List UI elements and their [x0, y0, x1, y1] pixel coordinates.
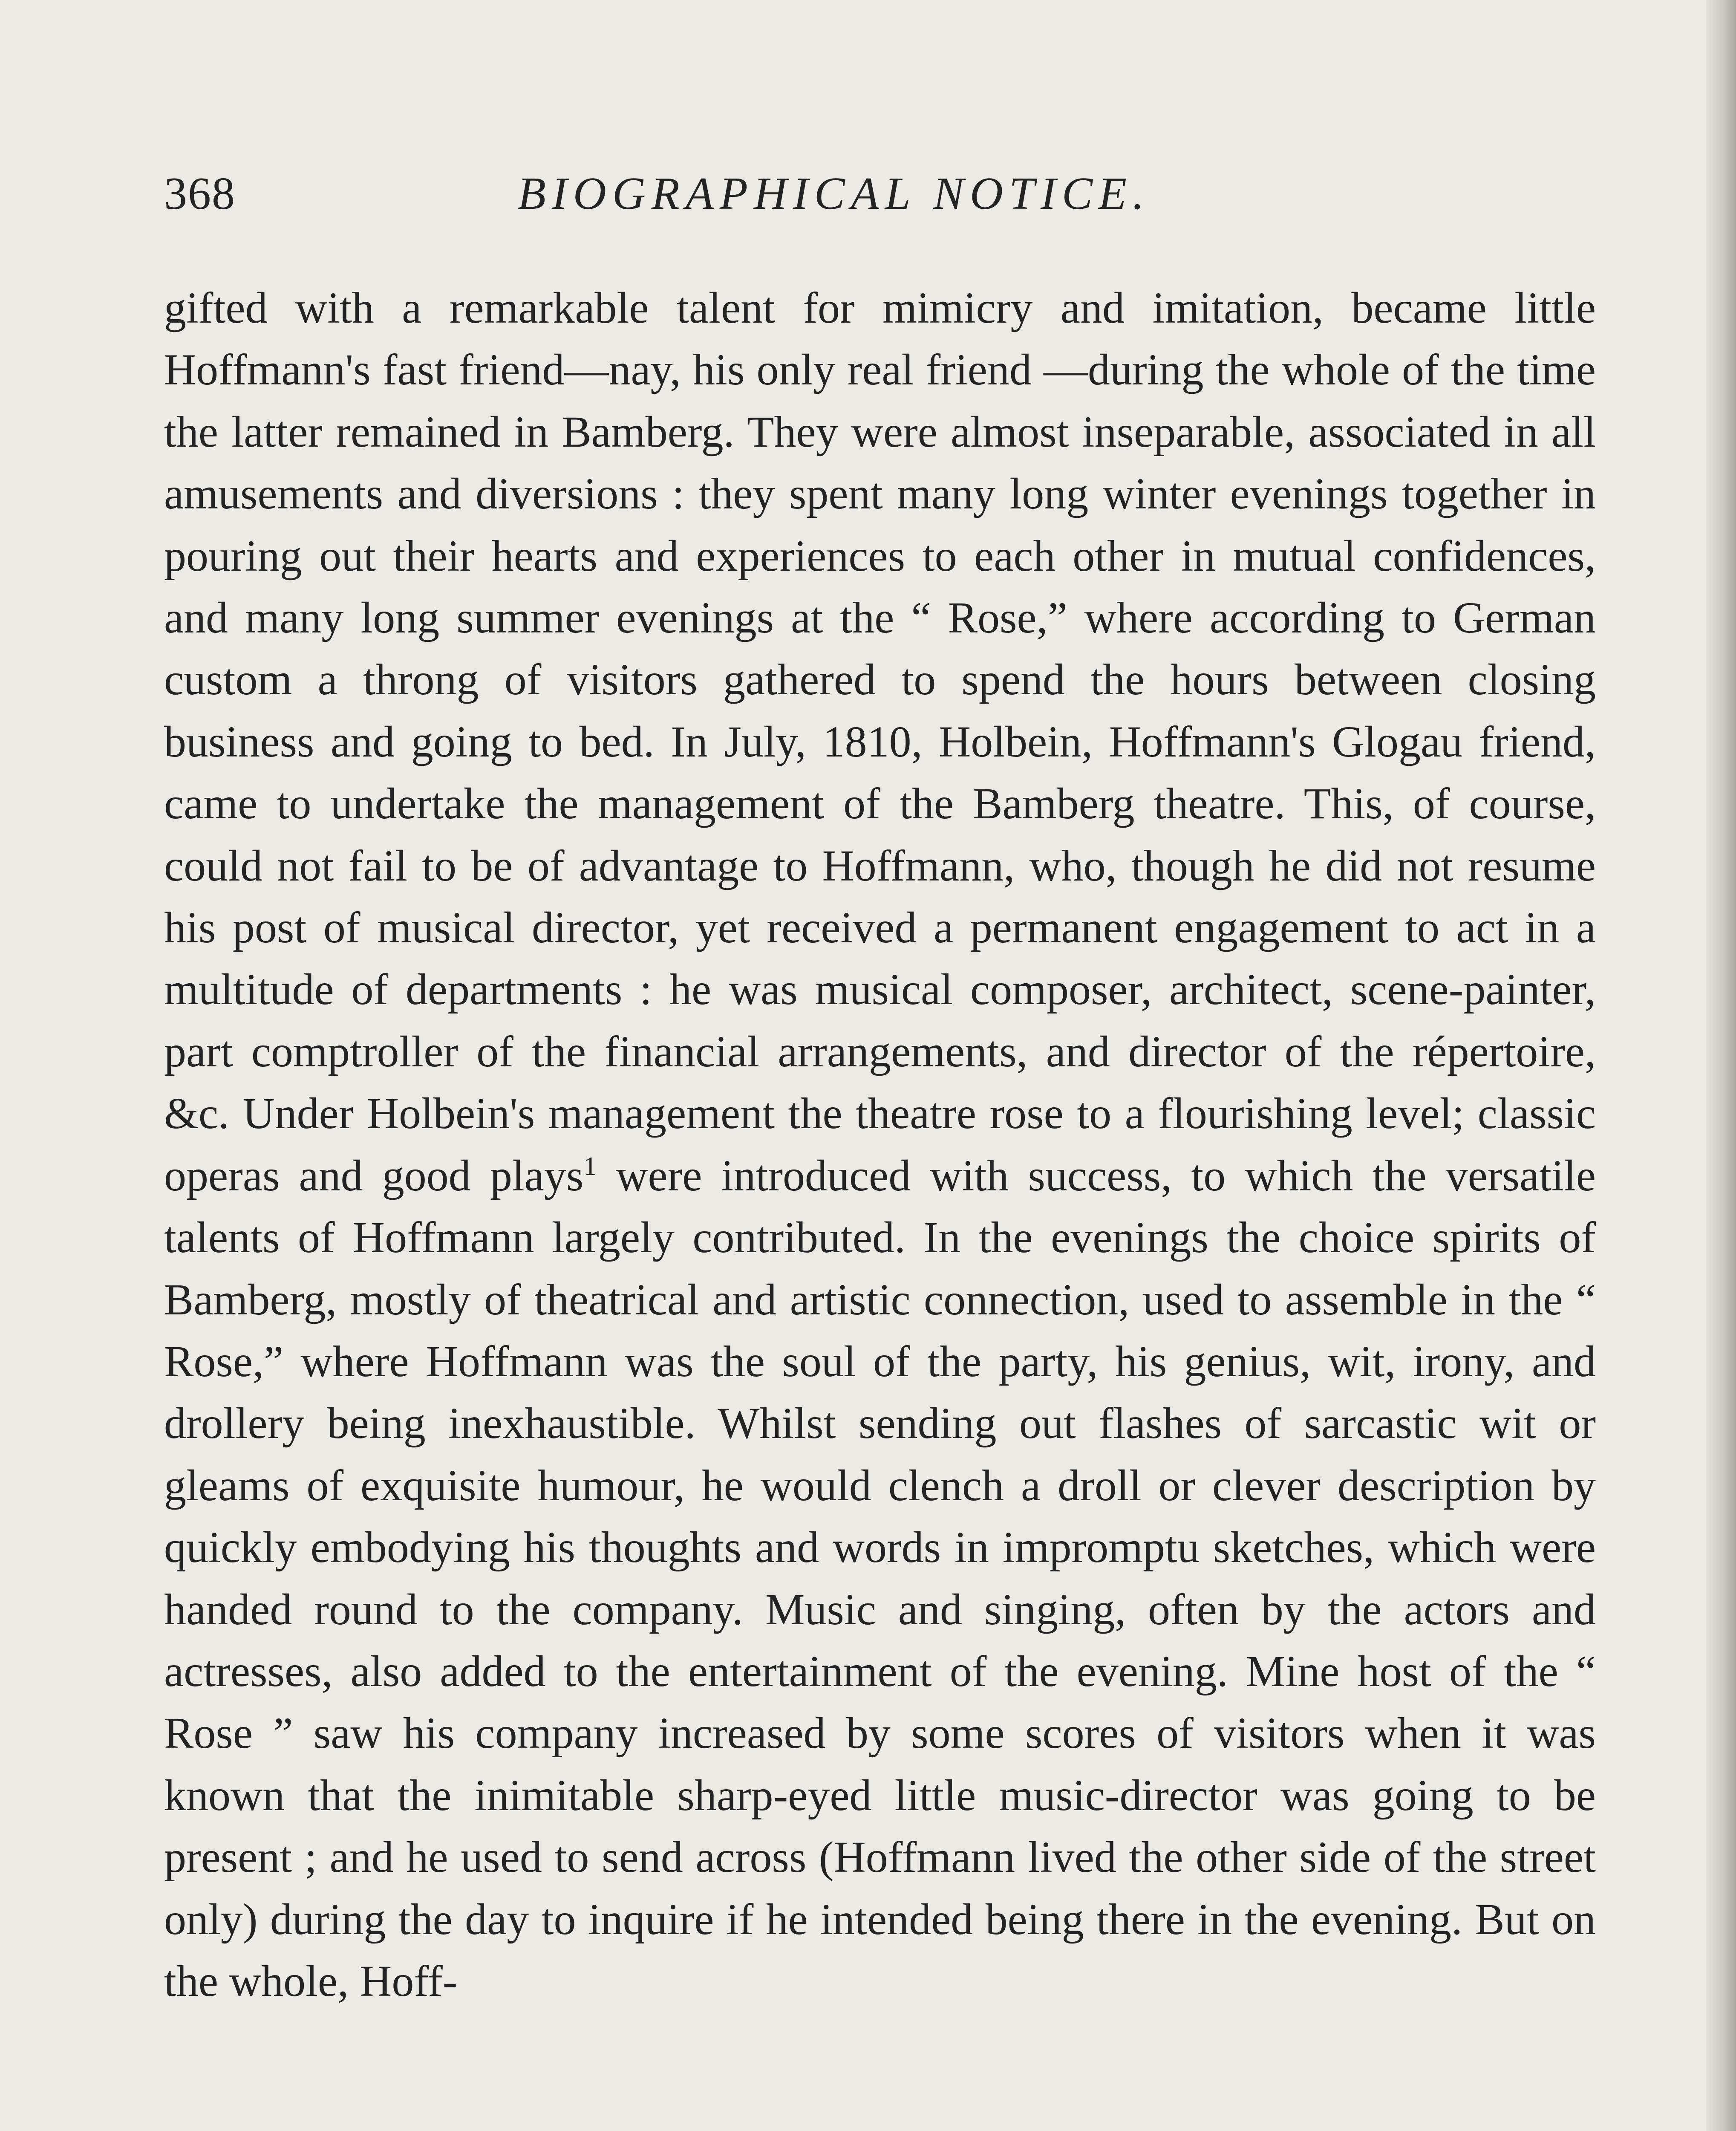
body-text-part-1: gifted with a remarkable talent for mimicry and imitation, became little Hoffmann's fast friend—nay, his only real friend —during the whole of the time the latter remained in Bamberg. They were almost inseparable, associated in all amusements and diversions : they spent many long winter evenings together in pouring out their hearts and experiences to each other in mutual confidences, and many long summer evenings at the “ Rose,” where according to German custom a throng of visitors gathered to spend the hours between closing business and going to bed. In July, 1810, Holbein, Hoffmann's Glogau friend, came to undertake the management of the Bamberg theatre. This, of course, could not fail to be of advantage to Hoffmann, who, though he did not resume his post of musical director, yet received a permanent engagement to act in a multitude of departments : he was musical composer, architect, scene-painter, part comptroller of the financial arrangements, and director of the répertoire, &c. Under Holbein's management the theatre rose to a flourishing level; classic operas and good plays [164, 283, 1596, 1200]
page-number: 368 [164, 168, 236, 219]
body-text-part-2: were introduced with success, to which the versatile talents of Hoffmann largely contributed. In the evenings the choice spirits of Bamberg, mostly of theatrical and artistic connection, used to assemble in the “ Rose,” where Hoffmann was the soul of the party, his genius, wit, irony, and drollery being inexhaustible. Whilst sending out flashes of sarcastic wit or gleams of exquisite humour, he would clench a droll or clever description by quickly embodying his thoughts and words in impromptu sketches, which were handed round to the company. Music and singing, often by the actors and actresses, also added to the entertainment of the evening. Mine host of the “ Rose ” saw his company increased by some scores of visitors when it was known that the inimitable sharp-eyed little music-director was going to be present ; and he used to send across (Hoffmann lived the other side of the street only) during the day to inquire if he intended being there in the evening. But on the whole, Hoff- [164, 1151, 1596, 2006]
page-header [164, 164, 1596, 224]
page-edge-shadow [1706, 0, 1736, 2131]
footnote-reference: 1 [583, 1152, 597, 1181]
body-paragraph [164, 277, 1596, 2012]
running-title: BIOGRAPHICAL NOTICE. [518, 168, 1150, 219]
